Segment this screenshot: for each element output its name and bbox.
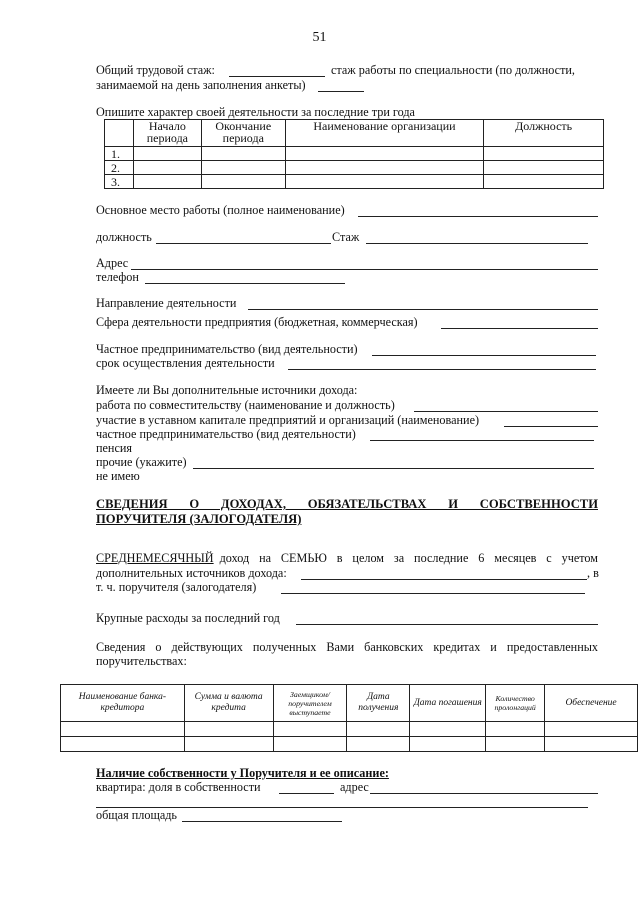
experience-field[interactable] <box>366 243 588 244</box>
page-number: 51 <box>312 30 327 45</box>
none-label: не имею <box>96 469 140 483</box>
header-prolongations: Количество пролонгаций <box>486 685 545 722</box>
property-title: Наличие собственности у Поручителя и ее описание: <box>96 766 389 780</box>
sector-label: Сфера деятельности предприятия (бюджетная, коммерческая) <box>96 315 418 329</box>
direction-field[interactable] <box>248 309 598 310</box>
table-row <box>61 722 638 737</box>
credits-table <box>60 684 638 752</box>
header-repaid: Дата погашения <box>410 685 486 722</box>
private-label: Частное предпринимательство (вид деятельности) <box>96 342 358 356</box>
row-number: 1. <box>105 147 134 161</box>
capital-field[interactable] <box>504 426 598 427</box>
avg-income-line2: дополнительных источников дохода: <box>96 566 287 580</box>
section-title-line1: СВЕДЕНИЯ О ДОХОДАХ, ОБЯЗАТЕЛЬСТВАХ И СОБСТВЕННОСТИ <box>96 497 598 511</box>
avg-income-line1 <box>96 551 598 566</box>
position-field[interactable] <box>156 243 331 244</box>
position-label: должность <box>96 230 152 244</box>
table-row <box>105 175 604 189</box>
credits-info-line2: поручительствах: <box>96 654 187 668</box>
avg-income-word: СРЕДНЕМЕСЯЧНЫЙ <box>96 551 214 565</box>
private-field[interactable] <box>372 355 596 356</box>
credits-info-line1: Сведения о действующих полученных Вами банковских кредитах и предоставленных <box>96 640 598 654</box>
header-bank: Наименование банка-кредитора <box>61 685 185 722</box>
other-label: прочие (укажите) <box>96 455 187 469</box>
area-label: общая площадь <box>96 808 177 822</box>
income-question: Имеете ли Вы дополнительные источники дохода: <box>96 383 358 397</box>
term-label: срок осуществления деятельности <box>96 356 275 370</box>
main-place-label: Основное место работы (полное наименование) <box>96 203 345 217</box>
main-place-field[interactable] <box>358 216 598 217</box>
direction-label: Направление деятельности <box>96 296 237 310</box>
header-position: Должность <box>484 120 604 147</box>
header-end: Окончание периода <box>201 120 285 147</box>
header-org: Наименование организации <box>285 120 484 147</box>
section-title-line2: ПОРУЧИТЕЛЯ (ЗАЛОГОДАТЕЛЯ) <box>96 512 302 526</box>
sector-field[interactable] <box>441 328 598 329</box>
table-row <box>105 147 604 161</box>
part-time-label: работа по совместительству (наименование и должность) <box>96 398 395 412</box>
table-row <box>105 161 604 175</box>
total-experience-label: Общий трудовой стаж: <box>96 63 215 77</box>
apartment-label: квартира: доля в собственности <box>96 780 261 794</box>
part-time-field[interactable] <box>414 411 598 412</box>
activity-caption: Опишите характер своей деятельности за последние три года <box>96 105 415 119</box>
term-field[interactable] <box>288 369 596 370</box>
total-experience-field[interactable] <box>229 76 325 77</box>
area-field[interactable] <box>182 821 342 822</box>
header-role: Заемщиком/ поручителем выступаете <box>273 685 347 722</box>
apartment-share-field[interactable] <box>279 793 334 794</box>
other-field[interactable] <box>193 468 594 469</box>
row-number: 3. <box>105 175 134 189</box>
header-collateral: Обеспечение <box>545 685 638 722</box>
income-private-label: частное предпринимательство (вид деятельности) <box>96 427 356 441</box>
table-row <box>61 737 638 752</box>
avg-income-field[interactable] <box>301 579 587 580</box>
avg-income-line2-end: , в <box>587 566 599 580</box>
property-address-field[interactable] <box>370 793 598 794</box>
income-private-field[interactable] <box>370 440 594 441</box>
specialty-experience-label: стаж работы по специальности (по должности, <box>331 63 575 77</box>
phone-field[interactable] <box>145 283 345 284</box>
header-received: Дата получения <box>347 685 410 722</box>
avg-income-line3: т. ч. поручителя (залогодателя) <box>96 580 257 594</box>
capital-label: участие в уставном капитале предприятий и организаций (наименование) <box>96 413 480 427</box>
pension-label: пенсия <box>96 441 132 455</box>
specialty-experience-label-cont: занимаемой на день заполнения анкеты) <box>96 78 306 92</box>
specialty-experience-field[interactable] <box>318 91 364 92</box>
experience-label: Стаж <box>332 230 360 244</box>
phone-label: телефон <box>96 270 139 284</box>
row-number: 2. <box>105 161 134 175</box>
guarantor-income-field[interactable] <box>281 593 585 594</box>
major-expenses-field[interactable] <box>296 624 598 625</box>
activity-table <box>104 119 604 189</box>
property-address-label: адрес <box>340 780 369 794</box>
header-amount: Сумма и валюта кредита <box>184 685 273 722</box>
major-expenses-label: Крупные расходы за последний год <box>96 611 280 625</box>
address-field[interactable] <box>131 269 598 270</box>
address-label: Адрес <box>96 256 129 270</box>
avg-income-rest: доход на СЕМЬЮ в целом за последние 6 месяцев с учетом <box>219 551 598 565</box>
header-start: Начало периода <box>133 120 201 147</box>
